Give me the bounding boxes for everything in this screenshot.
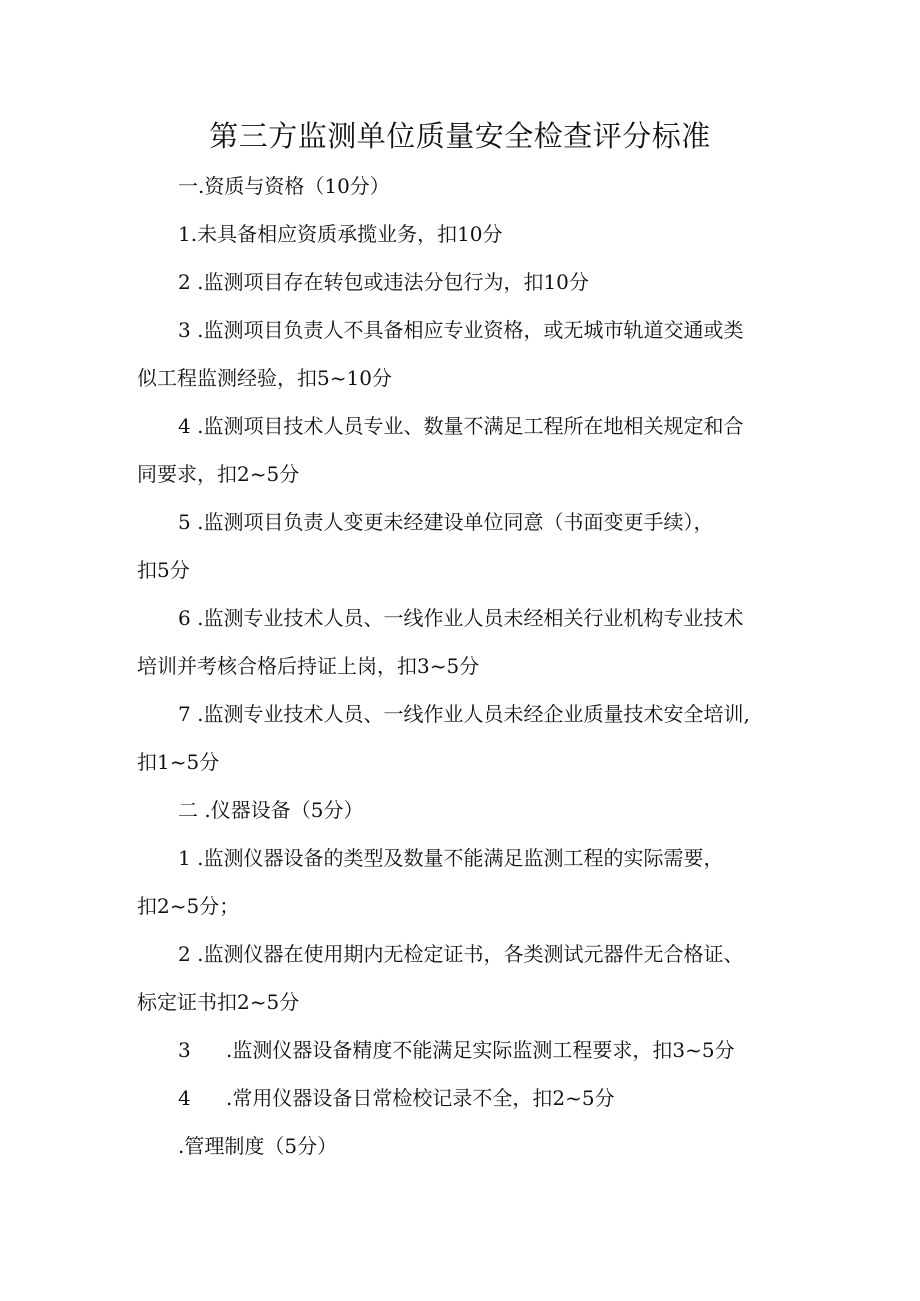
list-item-1-3-continued: 似工程监测经验，扣5~10分: [137, 366, 392, 390]
list-item-1-6-continued: 培训并考核合格后持证上岗，扣3~5分: [137, 654, 480, 678]
list-item-number: 3: [178, 1038, 191, 1062]
list-item-1-2: 2 .监测项目存在转包或违法分包行为，扣10分: [178, 270, 589, 294]
list-item-1-7-continued: 扣1~5分: [137, 750, 220, 774]
list-item-1-3: 3 .监测项目负责人不具备相应专业资格，或无城市轨道交通或类: [178, 318, 744, 342]
list-item-text: .监测仪器设备精度不能满足实际监测工程要求，扣3~5分: [226, 1038, 735, 1062]
list-item-2-4: [178, 1084, 615, 1112]
list-item-1-4-continued: 同要求，扣2~5分: [137, 462, 300, 486]
list-item-1-1: 1.未具备相应资质承揽业务，扣10分: [178, 222, 503, 246]
list-item-2-2: 2 .监测仪器在使用期内无检定证书，各类测试元器件无合格证、: [178, 942, 744, 966]
document-title: 第三方监测单位质量安全检查评分标准: [209, 119, 711, 153]
list-item-text: .常用仪器设备日常检校记录不全，扣2~5分: [226, 1086, 615, 1110]
list-item-number: 4: [178, 1086, 191, 1110]
list-item-1-4: 4 .监测项目技术人员专业、数量不满足工程所在地相关规定和合: [178, 414, 744, 438]
list-item-1-5-continued: 扣5分: [137, 558, 190, 582]
list-item-2-2-continued: 标定证书扣2~5分: [137, 990, 300, 1014]
section-heading-management: .管理制度（5分）: [178, 1134, 338, 1158]
list-item-1-6: 6 .监测专业技术人员、一线作业人员未经相关行业机构专业技术: [178, 606, 744, 630]
list-item-2-1-continued: 扣2~5分；: [137, 894, 240, 918]
section-heading-equipment: 二 .仪器设备（5分）: [178, 798, 364, 822]
list-item-1-7: 7 .监测专业技术人员、一线作业人员未经企业质量技术安全培训,: [178, 702, 750, 726]
list-item-1-5: 5 .监测项目负责人变更未经建设单位同意（书面变更手续），: [178, 510, 714, 534]
list-item-2-1: 1 .监测仪器设备的类型及数量不能满足监测工程的实际需要，: [178, 846, 724, 870]
section-heading-qualification: 一.资质与资格（10分）: [178, 174, 390, 198]
list-item-2-3: [178, 1036, 735, 1064]
